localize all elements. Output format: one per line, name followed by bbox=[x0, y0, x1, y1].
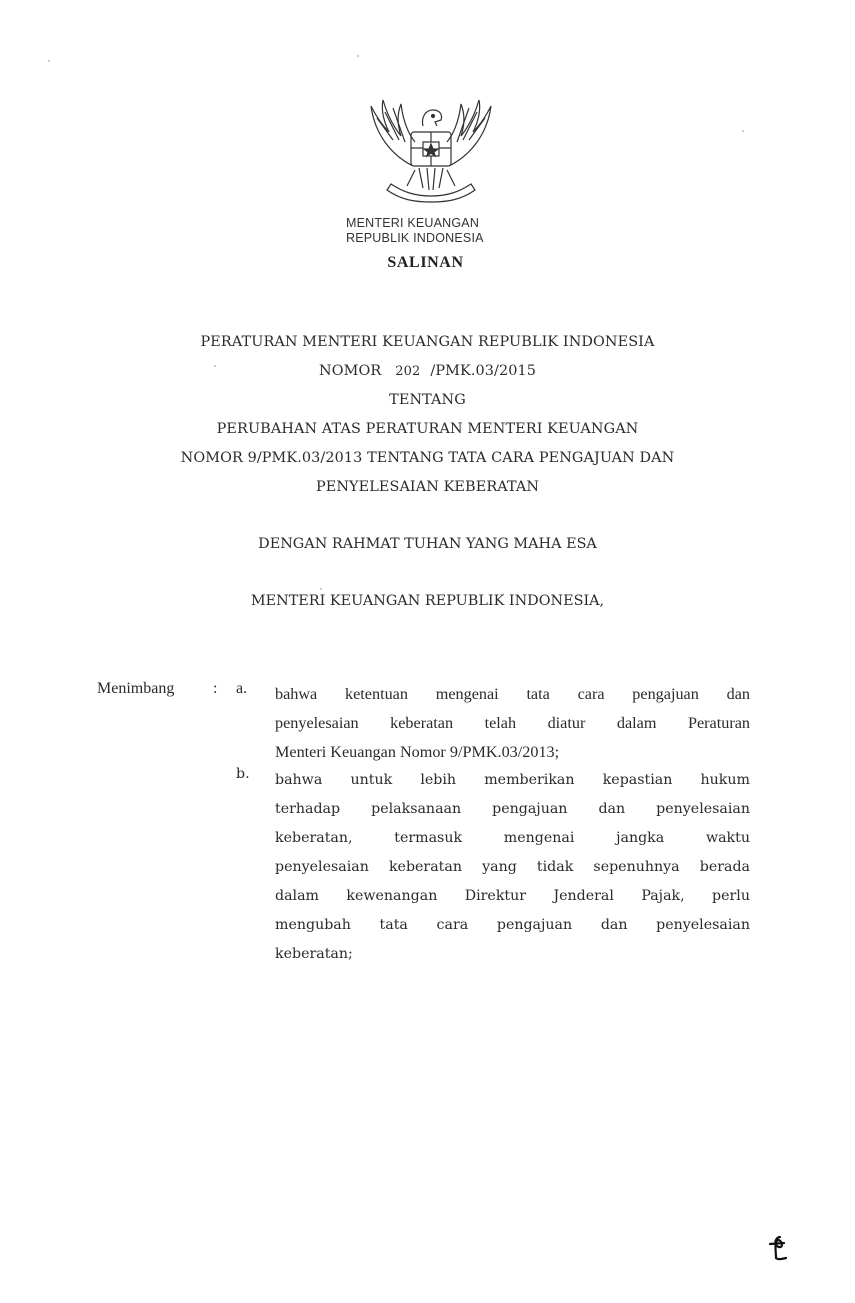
scan-speck bbox=[320, 588, 322, 590]
consideration-item-a bbox=[275, 680, 750, 767]
subject-line-1: PERUBAHAN ATAS PERATURAN MENTERI KEUANGAN bbox=[216, 421, 639, 437]
ministry-line-2: REPUBLIK INDONESIA bbox=[346, 231, 484, 245]
title-line-1: PERATURAN MENTERI KEUANGAN REPUBLIK INDONESIA bbox=[200, 334, 655, 350]
considerations-colon: : bbox=[213, 680, 218, 697]
item-b-line-1: bahwa untuk lebih memberikan kepastian hukum bbox=[275, 772, 750, 788]
blessing-phrase: DENGAN RAHMAT TUHAN YANG MAHA ESA bbox=[258, 536, 597, 552]
title-tentang: TENTANG bbox=[389, 392, 466, 408]
item-b-line-6: mengubah tata cara pengajuan dan penyelesaian bbox=[275, 917, 750, 933]
scan-speck bbox=[214, 365, 216, 367]
ministry-line-1: MENTERI KEUANGAN bbox=[346, 216, 480, 230]
subject-line-2: NOMOR 9/PMK.03/2013 TENTANG TATA CARA PENGAJUAN DAN bbox=[180, 450, 675, 466]
title-nomor bbox=[0, 357, 855, 386]
nomor-suffix: /PMK.03/2015 bbox=[430, 363, 536, 379]
subject-line-3: PENYELESAIAN KEBERATAN bbox=[315, 479, 540, 495]
handwritten-initial-icon bbox=[764, 1234, 794, 1264]
minister-heading: MENTERI KEUANGAN REPUBLIK INDONESIA, bbox=[250, 593, 605, 609]
item-b-line-4: penyelesaian keberatan yang tidak sepenuhnya berada bbox=[275, 859, 750, 875]
ministry-letterhead bbox=[346, 216, 484, 246]
scan-speck bbox=[48, 60, 50, 62]
item-a-line-3: Menteri Keuangan Nomor 9/PMK.03/2013; bbox=[275, 743, 560, 761]
item-a-line-2: penyelesaian keberatan telah diatur dalam Peraturan bbox=[275, 714, 750, 732]
item-b-line-5: dalam kewenangan Direktur Jenderal Pajak, perlu bbox=[275, 888, 750, 904]
nomor-prefix: NOMOR bbox=[319, 363, 382, 379]
consideration-item-b bbox=[275, 766, 750, 969]
item-b-line-2: terhadap pelaksanaan pengajuan dan penyelesaian bbox=[275, 801, 750, 817]
scan-speck bbox=[357, 55, 359, 57]
item-a-line-1: bahwa ketentuan mengenai tata cara pengajuan dan bbox=[275, 685, 750, 703]
item-b-line-3: keberatan, termasuk mengenai jangka waktu bbox=[275, 830, 750, 846]
considerations-label: Menimbang bbox=[97, 680, 175, 697]
item-letter-a: a. bbox=[236, 680, 248, 697]
item-b-line-7: keberatan; bbox=[275, 946, 353, 962]
copy-label bbox=[0, 254, 855, 272]
copy-label-text: SALINAN bbox=[387, 254, 464, 271]
regulation-title bbox=[0, 328, 855, 502]
item-letter-b: b. bbox=[236, 766, 250, 782]
garuda-emblem-icon bbox=[363, 96, 499, 206]
scan-speck bbox=[742, 130, 744, 132]
nomor-number: 202 bbox=[395, 364, 421, 379]
